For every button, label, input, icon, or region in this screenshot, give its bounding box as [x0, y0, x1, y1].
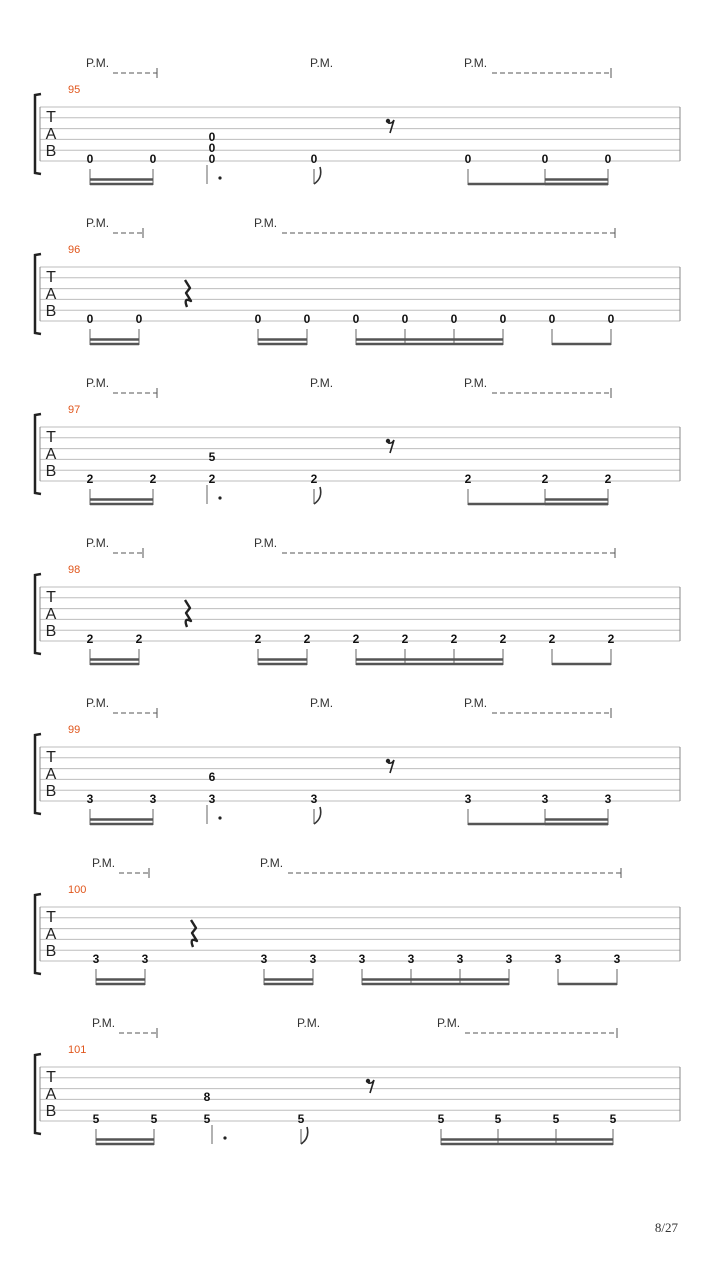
chord-fret-number: 8	[203, 1090, 211, 1104]
measure-number: 96	[68, 244, 81, 256]
fret-number: 3	[407, 952, 415, 966]
chord-fret-number: 3	[208, 792, 216, 806]
chord-fret-number: 0	[208, 130, 216, 144]
palm-mute-label: P.M.	[310, 376, 334, 390]
chord-fret-number: 5	[208, 450, 216, 464]
fret-number: 3	[149, 792, 157, 806]
eighth-flag	[314, 487, 321, 504]
palm-mute-label: P.M.	[86, 536, 110, 550]
fret-number: 0	[86, 152, 94, 166]
tab-clef-letter: B	[45, 783, 57, 800]
fret-number: 3	[456, 952, 464, 966]
fret-number: 2	[450, 632, 458, 646]
palm-mute-label: P.M.	[437, 1016, 461, 1030]
chord-fret-number: 5	[203, 1112, 211, 1126]
fret-number: 3	[604, 792, 612, 806]
palm-mute-label: P.M.	[92, 856, 116, 870]
fret-number: 3	[260, 952, 268, 966]
tab-clef-letter: A	[45, 766, 57, 783]
measure-number: 98	[68, 564, 81, 576]
palm-mute-label: P.M.	[86, 56, 110, 70]
fret-number: 5	[92, 1112, 100, 1126]
fret-number: 3	[309, 952, 317, 966]
fret-number: 2	[310, 472, 318, 486]
tab-clef-letter: A	[45, 126, 57, 143]
fret-number: 0	[149, 152, 157, 166]
tab-clef-letter: T	[46, 269, 56, 286]
augmentation-dot	[218, 176, 221, 179]
fret-number: 2	[607, 632, 615, 646]
fret-number: 0	[548, 312, 556, 326]
fret-number: 2	[149, 472, 157, 486]
measure-number: 100	[68, 884, 87, 896]
fret-number: 3	[310, 792, 318, 806]
palm-mute-label: P.M.	[254, 216, 278, 230]
fret-number: 3	[505, 952, 513, 966]
fret-number: 0	[450, 312, 458, 326]
fret-number: 0	[464, 152, 472, 166]
tab-clef-letter: A	[45, 926, 57, 943]
tab-clef-letter: T	[46, 749, 56, 766]
augmentation-dot	[218, 816, 221, 819]
quarter-rest	[191, 920, 197, 947]
measure-number: 101	[68, 1044, 87, 1056]
fret-number: 0	[303, 312, 311, 326]
fret-number: 2	[86, 472, 94, 486]
tab-clef-letter: T	[46, 109, 56, 126]
chord-fret-number: 0	[208, 141, 216, 155]
palm-mute-label: P.M.	[260, 856, 284, 870]
measure-number: 97	[68, 404, 81, 416]
system-97	[35, 376, 680, 505]
tab-clef-letter: B	[45, 143, 57, 160]
fret-number: 2	[352, 632, 360, 646]
fret-number: 2	[464, 472, 472, 486]
system-99	[35, 696, 680, 825]
fret-number: 0	[607, 312, 615, 326]
fret-number: 0	[310, 152, 318, 166]
eighth-flag	[314, 807, 321, 824]
tab-clef-letter: A	[45, 286, 57, 303]
fret-number: 0	[604, 152, 612, 166]
tab-clef-letter: B	[45, 943, 57, 960]
tab-clef-letter: B	[45, 1103, 57, 1120]
palm-mute-label: P.M.	[86, 376, 110, 390]
augmentation-dot	[223, 1136, 226, 1139]
chord-fret-number: 0	[208, 152, 216, 166]
fret-number: 5	[494, 1112, 502, 1126]
quarter-rest	[185, 280, 191, 307]
fret-number: 2	[254, 632, 262, 646]
palm-mute-label: P.M.	[86, 216, 110, 230]
palm-mute-label: P.M.	[310, 696, 334, 710]
measure-number: 95	[68, 84, 81, 96]
fret-number: 0	[541, 152, 549, 166]
fret-number: 0	[254, 312, 262, 326]
fret-number: 2	[401, 632, 409, 646]
chord-fret-number: 6	[208, 770, 216, 784]
fret-number: 2	[548, 632, 556, 646]
palm-mute-label: P.M.	[464, 56, 488, 70]
fret-number: 3	[613, 952, 621, 966]
fret-number: 3	[554, 952, 562, 966]
fret-number: 3	[464, 792, 472, 806]
tab-clef-letter: T	[46, 429, 56, 446]
fret-number: 3	[141, 952, 149, 966]
fret-number: 0	[86, 312, 94, 326]
fret-number: 3	[541, 792, 549, 806]
fret-number: 2	[604, 472, 612, 486]
tab-clef-letter: A	[45, 446, 57, 463]
fret-number: 2	[541, 472, 549, 486]
tab-clef-letter: A	[45, 1086, 57, 1103]
tab-clef-letter: T	[46, 589, 56, 606]
augmentation-dot	[218, 496, 221, 499]
fret-number: 5	[437, 1112, 445, 1126]
tab-clef-letter: B	[45, 303, 57, 320]
fret-number: 3	[358, 952, 366, 966]
tab-clef-letter: B	[45, 463, 57, 480]
quarter-rest	[185, 600, 191, 627]
system-100	[35, 856, 680, 985]
palm-mute-label: P.M.	[254, 536, 278, 550]
tab-clef-letter: B	[45, 623, 57, 640]
fret-number: 3	[86, 792, 94, 806]
palm-mute-label: P.M.	[86, 696, 110, 710]
system-98	[35, 536, 680, 665]
fret-number: 0	[352, 312, 360, 326]
fret-number: 5	[150, 1112, 158, 1126]
tab-clef-letter: T	[46, 909, 56, 926]
fret-number: 2	[135, 632, 143, 646]
system-95	[35, 56, 680, 185]
fret-number: 2	[86, 632, 94, 646]
chord-fret-number: 2	[208, 472, 216, 486]
page-number: 8/27	[654, 1220, 678, 1235]
palm-mute-label: P.M.	[464, 696, 488, 710]
fret-number: 5	[609, 1112, 617, 1126]
eighth-flag	[314, 167, 321, 184]
fret-number: 0	[135, 312, 143, 326]
fret-number: 5	[297, 1112, 305, 1126]
fret-number: 5	[552, 1112, 560, 1126]
palm-mute-label: P.M.	[92, 1016, 116, 1030]
fret-number: 0	[499, 312, 507, 326]
eighth-flag	[301, 1127, 308, 1144]
fret-number: 2	[303, 632, 311, 646]
palm-mute-label: P.M.	[310, 56, 334, 70]
fret-number: 0	[401, 312, 409, 326]
tab-clef-letter: T	[46, 1069, 56, 1086]
system-101	[35, 1016, 680, 1145]
system-96	[35, 216, 680, 345]
fret-number: 2	[499, 632, 507, 646]
palm-mute-label: P.M.	[464, 376, 488, 390]
palm-mute-label: P.M.	[297, 1016, 321, 1030]
measure-number: 99	[68, 724, 81, 736]
fret-number: 3	[92, 952, 100, 966]
tab-clef-letter: A	[45, 606, 57, 623]
